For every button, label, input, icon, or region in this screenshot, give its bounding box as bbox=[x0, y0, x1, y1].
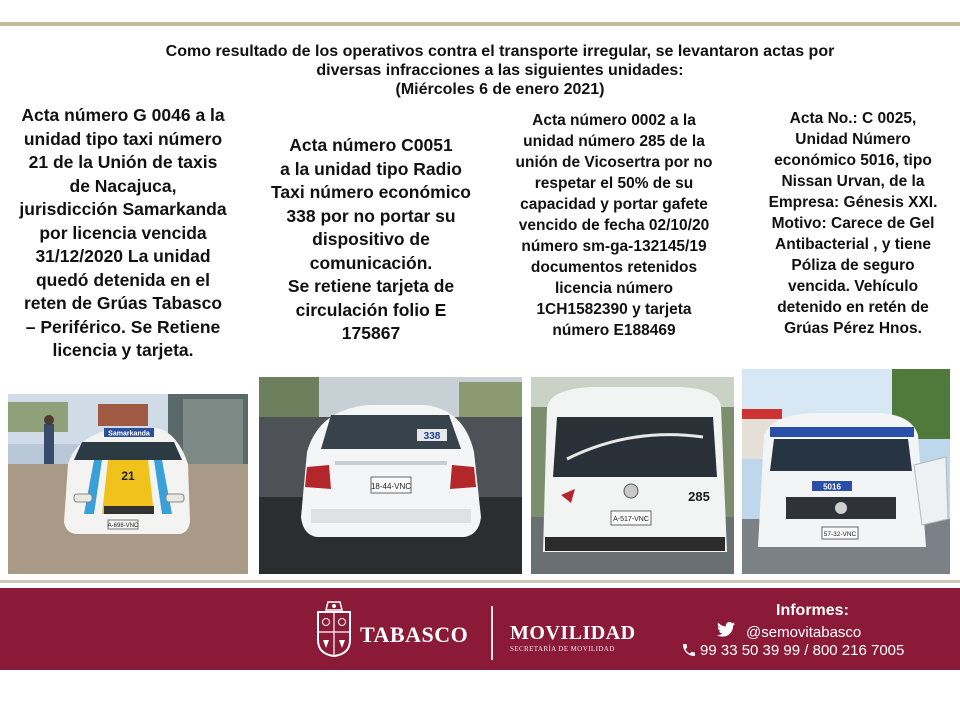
acta-1-line: Acta número G 0046 a la bbox=[21, 105, 225, 125]
acta-1-line: por licencia vencida bbox=[39, 222, 207, 243]
urvan-number: 5016 bbox=[823, 482, 841, 492]
twitter-handle[interactable]: @semovitabasco bbox=[746, 624, 862, 641]
acta-3-line: documentos retenidos bbox=[530, 259, 698, 276]
acta-3-line: unidad número 285 de la bbox=[523, 133, 705, 150]
acta-text-2 bbox=[258, 134, 484, 346]
acta-3-line: respetar el 50% de su bbox=[534, 175, 694, 192]
tabasco-brand: TABASCO bbox=[360, 622, 469, 647]
acta-text-4 bbox=[746, 108, 960, 339]
acta-4-line: Empresa: Génesis XXI. bbox=[768, 194, 938, 211]
acta-1-line: – Periférico. Se Retiene bbox=[25, 316, 221, 337]
header-line-3: (Miércoles 6 de enero 2021) bbox=[395, 81, 605, 98]
acta-1-line: reten de Grúas Tabasco bbox=[23, 293, 223, 313]
acta-3-line: capacidad y portar gafete bbox=[520, 196, 708, 213]
acta-2-line: 338 por no portar su bbox=[286, 205, 456, 226]
acta-3-line: unión de Vicosertra por no bbox=[515, 154, 713, 171]
urvan-5016-photo bbox=[742, 369, 950, 574]
phone-icon bbox=[681, 642, 697, 663]
acta-1-line: unidad tipo taxi número bbox=[23, 128, 223, 149]
acta-1-line: licencia y tarjeta. bbox=[52, 340, 194, 360]
acta-2-line: circulación folio E bbox=[295, 299, 447, 320]
acta-1-line: quedó detenida en el bbox=[35, 269, 211, 290]
radio-taxi-338-photo bbox=[259, 377, 522, 574]
acta-2-line: dispositivo de bbox=[312, 229, 430, 249]
acta-4-line: Grúas Pérez Hnos. bbox=[784, 320, 922, 337]
acta-1-line: jurisdicción Samarkanda bbox=[19, 199, 227, 219]
header-line-1: Como resultado de los operativos contra el transporte irregular, se levantaron actas por bbox=[165, 43, 835, 60]
acta-1-line: de Nacajuca, bbox=[69, 175, 177, 196]
announcement-header bbox=[80, 42, 920, 99]
van-number: 285 bbox=[688, 489, 710, 504]
acta-2-line: comunicación. bbox=[309, 252, 433, 273]
acta-4-line: Unidad Número bbox=[795, 131, 911, 148]
header-line-2: diversas infracciones a las siguientes unidades: bbox=[316, 62, 684, 79]
movilidad-brand: MOVILIDAD bbox=[510, 622, 636, 644]
acta-2-line: a la unidad tipo Radio bbox=[280, 158, 462, 179]
acta-2-line: Taxi número económico bbox=[271, 182, 471, 202]
acta-3-line: licencia número bbox=[554, 280, 673, 297]
acta-4-line: vencida. Vehículo bbox=[787, 278, 919, 295]
acta-4-line: Antibacterial , y tiene bbox=[775, 236, 931, 253]
acta-2-line: Acta número C0051 bbox=[289, 135, 453, 155]
taxi-hood-number: 21 bbox=[121, 469, 135, 483]
informes-label: Informes: bbox=[776, 602, 849, 619]
radio-taxi-plate: 18-44-VNC bbox=[370, 482, 412, 491]
taxi-roof-label: Samarkanda bbox=[108, 430, 150, 438]
brand-divider bbox=[491, 606, 493, 660]
acta-4-line: Póliza de seguro bbox=[791, 257, 915, 274]
acta-4-line: Acta No.: C 0025, bbox=[789, 110, 917, 127]
footer-divider bbox=[0, 580, 960, 583]
acta-3-line: vencido de fecha 02/10/20 bbox=[518, 217, 710, 234]
acta-1-line: 31/12/2020 La unidad bbox=[35, 246, 211, 266]
acta-4-line: Motivo: Carece de Gel bbox=[771, 215, 935, 232]
acta-text-1 bbox=[0, 104, 246, 363]
urvan-plate: 57-32-VNC bbox=[823, 531, 857, 538]
radio-taxi-number: 338 bbox=[423, 431, 441, 442]
acta-3-line: Acta número 0002 a la bbox=[532, 112, 696, 129]
van-plate: A-517-VNC bbox=[613, 516, 649, 523]
acta-3-line: número E188469 bbox=[552, 322, 676, 339]
taxi-21-photo bbox=[8, 394, 248, 574]
tabasco-crest-icon bbox=[314, 600, 354, 658]
twitter-bird-icon bbox=[717, 622, 735, 642]
acta-text-3 bbox=[496, 110, 732, 341]
acta-4-line: detenido en retén de bbox=[777, 299, 929, 316]
acta-1-line: 21 de la Unión de taxis bbox=[28, 152, 218, 172]
movilidad-subtitle: SECRETARÍA DE MOVILIDAD bbox=[510, 645, 615, 653]
acta-2-line: Se retiene tarjeta de bbox=[287, 276, 455, 296]
top-divider bbox=[0, 22, 960, 26]
acta-3-line: número sm-ga-132145/19 bbox=[521, 238, 707, 255]
taxi-plate: A-698-VNC bbox=[107, 523, 139, 529]
acta-3-line: 1CH1582390 y tarjeta bbox=[536, 301, 692, 318]
acta-4-line: Nissan Urvan, de la bbox=[781, 173, 925, 190]
contact-phones[interactable]: 99 33 50 39 99 / 800 216 7005 bbox=[700, 642, 905, 659]
acta-4-line: económico 5016, tipo bbox=[774, 152, 932, 169]
van-285-photo bbox=[531, 377, 734, 574]
acta-2-line: 175867 bbox=[341, 323, 401, 343]
